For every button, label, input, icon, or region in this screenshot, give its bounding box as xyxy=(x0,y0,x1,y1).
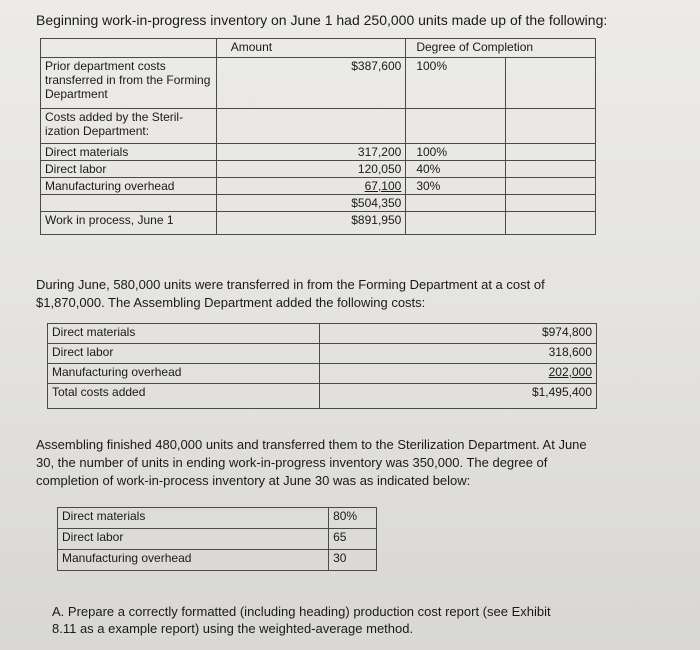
row-label: Total costs added xyxy=(48,384,320,409)
row-degree: 40% xyxy=(406,161,506,178)
row-amount: 317,200 xyxy=(216,144,406,161)
completion-paragraph: Assembling finished 480,000 units and transferred them to the Sterilization Department. At June 30, the number of units in ending work-in-progress inventory was 350,000. The degree of completion of work-in-process inventory at June 30 was as indicated below: xyxy=(36,437,587,488)
row-label: Direct materials xyxy=(41,144,217,161)
row-label: Direct labor xyxy=(48,344,320,364)
row-degree: 100% xyxy=(406,144,506,161)
table-row xyxy=(41,109,596,144)
table-row xyxy=(48,364,597,384)
table-row xyxy=(41,161,596,178)
row-label xyxy=(41,195,217,212)
table-header-row xyxy=(41,39,596,58)
row-amount: $891,950 xyxy=(216,212,406,235)
row-label: Direct materials xyxy=(48,324,320,344)
degree-header: Degree of Completion xyxy=(406,39,596,58)
row-amount: $504,350 xyxy=(216,195,406,212)
row-amount: 318,600 xyxy=(319,344,596,364)
table-row xyxy=(41,144,596,161)
row-degree xyxy=(406,109,506,144)
row-amount: 120,050 xyxy=(216,161,406,178)
row-amount: 202,000 xyxy=(319,364,596,384)
row-degree xyxy=(406,212,506,235)
table-row xyxy=(41,178,596,195)
row-label: Manufacturing overhead xyxy=(48,364,320,384)
row-amount: $1,495,400 xyxy=(319,384,596,409)
row-label: Costs added by the Steril-ization Department: xyxy=(41,109,217,144)
row-value: 30 xyxy=(329,550,377,571)
beginning-wip-table xyxy=(40,38,596,235)
table-row xyxy=(58,550,377,571)
row-value: 80% xyxy=(329,508,377,529)
table-row xyxy=(48,344,597,364)
row-amount: 67,100 xyxy=(216,178,406,195)
row-label: Manufacturing overhead xyxy=(58,550,329,571)
table-row xyxy=(41,195,596,212)
table-row xyxy=(48,324,597,344)
assembling-costs-table xyxy=(47,323,597,409)
row-amount: $387,600 xyxy=(216,58,406,109)
table-row xyxy=(58,529,377,550)
row-amount xyxy=(216,109,406,144)
table-row xyxy=(58,508,377,529)
row-degree xyxy=(406,195,506,212)
row-label: Manufacturing overhead xyxy=(41,178,217,195)
row-label: Direct labor xyxy=(41,161,217,178)
table-row xyxy=(41,212,596,235)
row-label: Prior department costs transferred in from the Forming Department xyxy=(41,58,217,109)
transfer-paragraph: During June, 580,000 units were transferred in from the Forming Department at a cost of $1,870,000. The Assembling Department added the following costs: xyxy=(36,277,545,310)
question-a-text: A. Prepare a correctly formatted (including heading) production cost report (see Exhibit 8.11 as a example report) using the weighted-average method. xyxy=(52,604,551,636)
row-value: 65 xyxy=(329,529,377,550)
row-degree: 30% xyxy=(406,178,506,195)
row-label: Direct labor xyxy=(58,529,329,550)
header-blank xyxy=(41,39,217,58)
amount-header: Amount xyxy=(216,39,406,58)
table-row xyxy=(41,58,596,109)
intro-text: Beginning work-in-progress inventory on June 1 had 250,000 units made up of the following: xyxy=(36,12,608,28)
row-label: Direct materials xyxy=(58,508,329,529)
table-row xyxy=(48,384,597,409)
ending-wip-completion-table xyxy=(57,507,377,571)
row-amount: $974,800 xyxy=(319,324,596,344)
row-label: Work in process, June 1 xyxy=(41,212,217,235)
row-degree: 100% xyxy=(406,58,506,109)
